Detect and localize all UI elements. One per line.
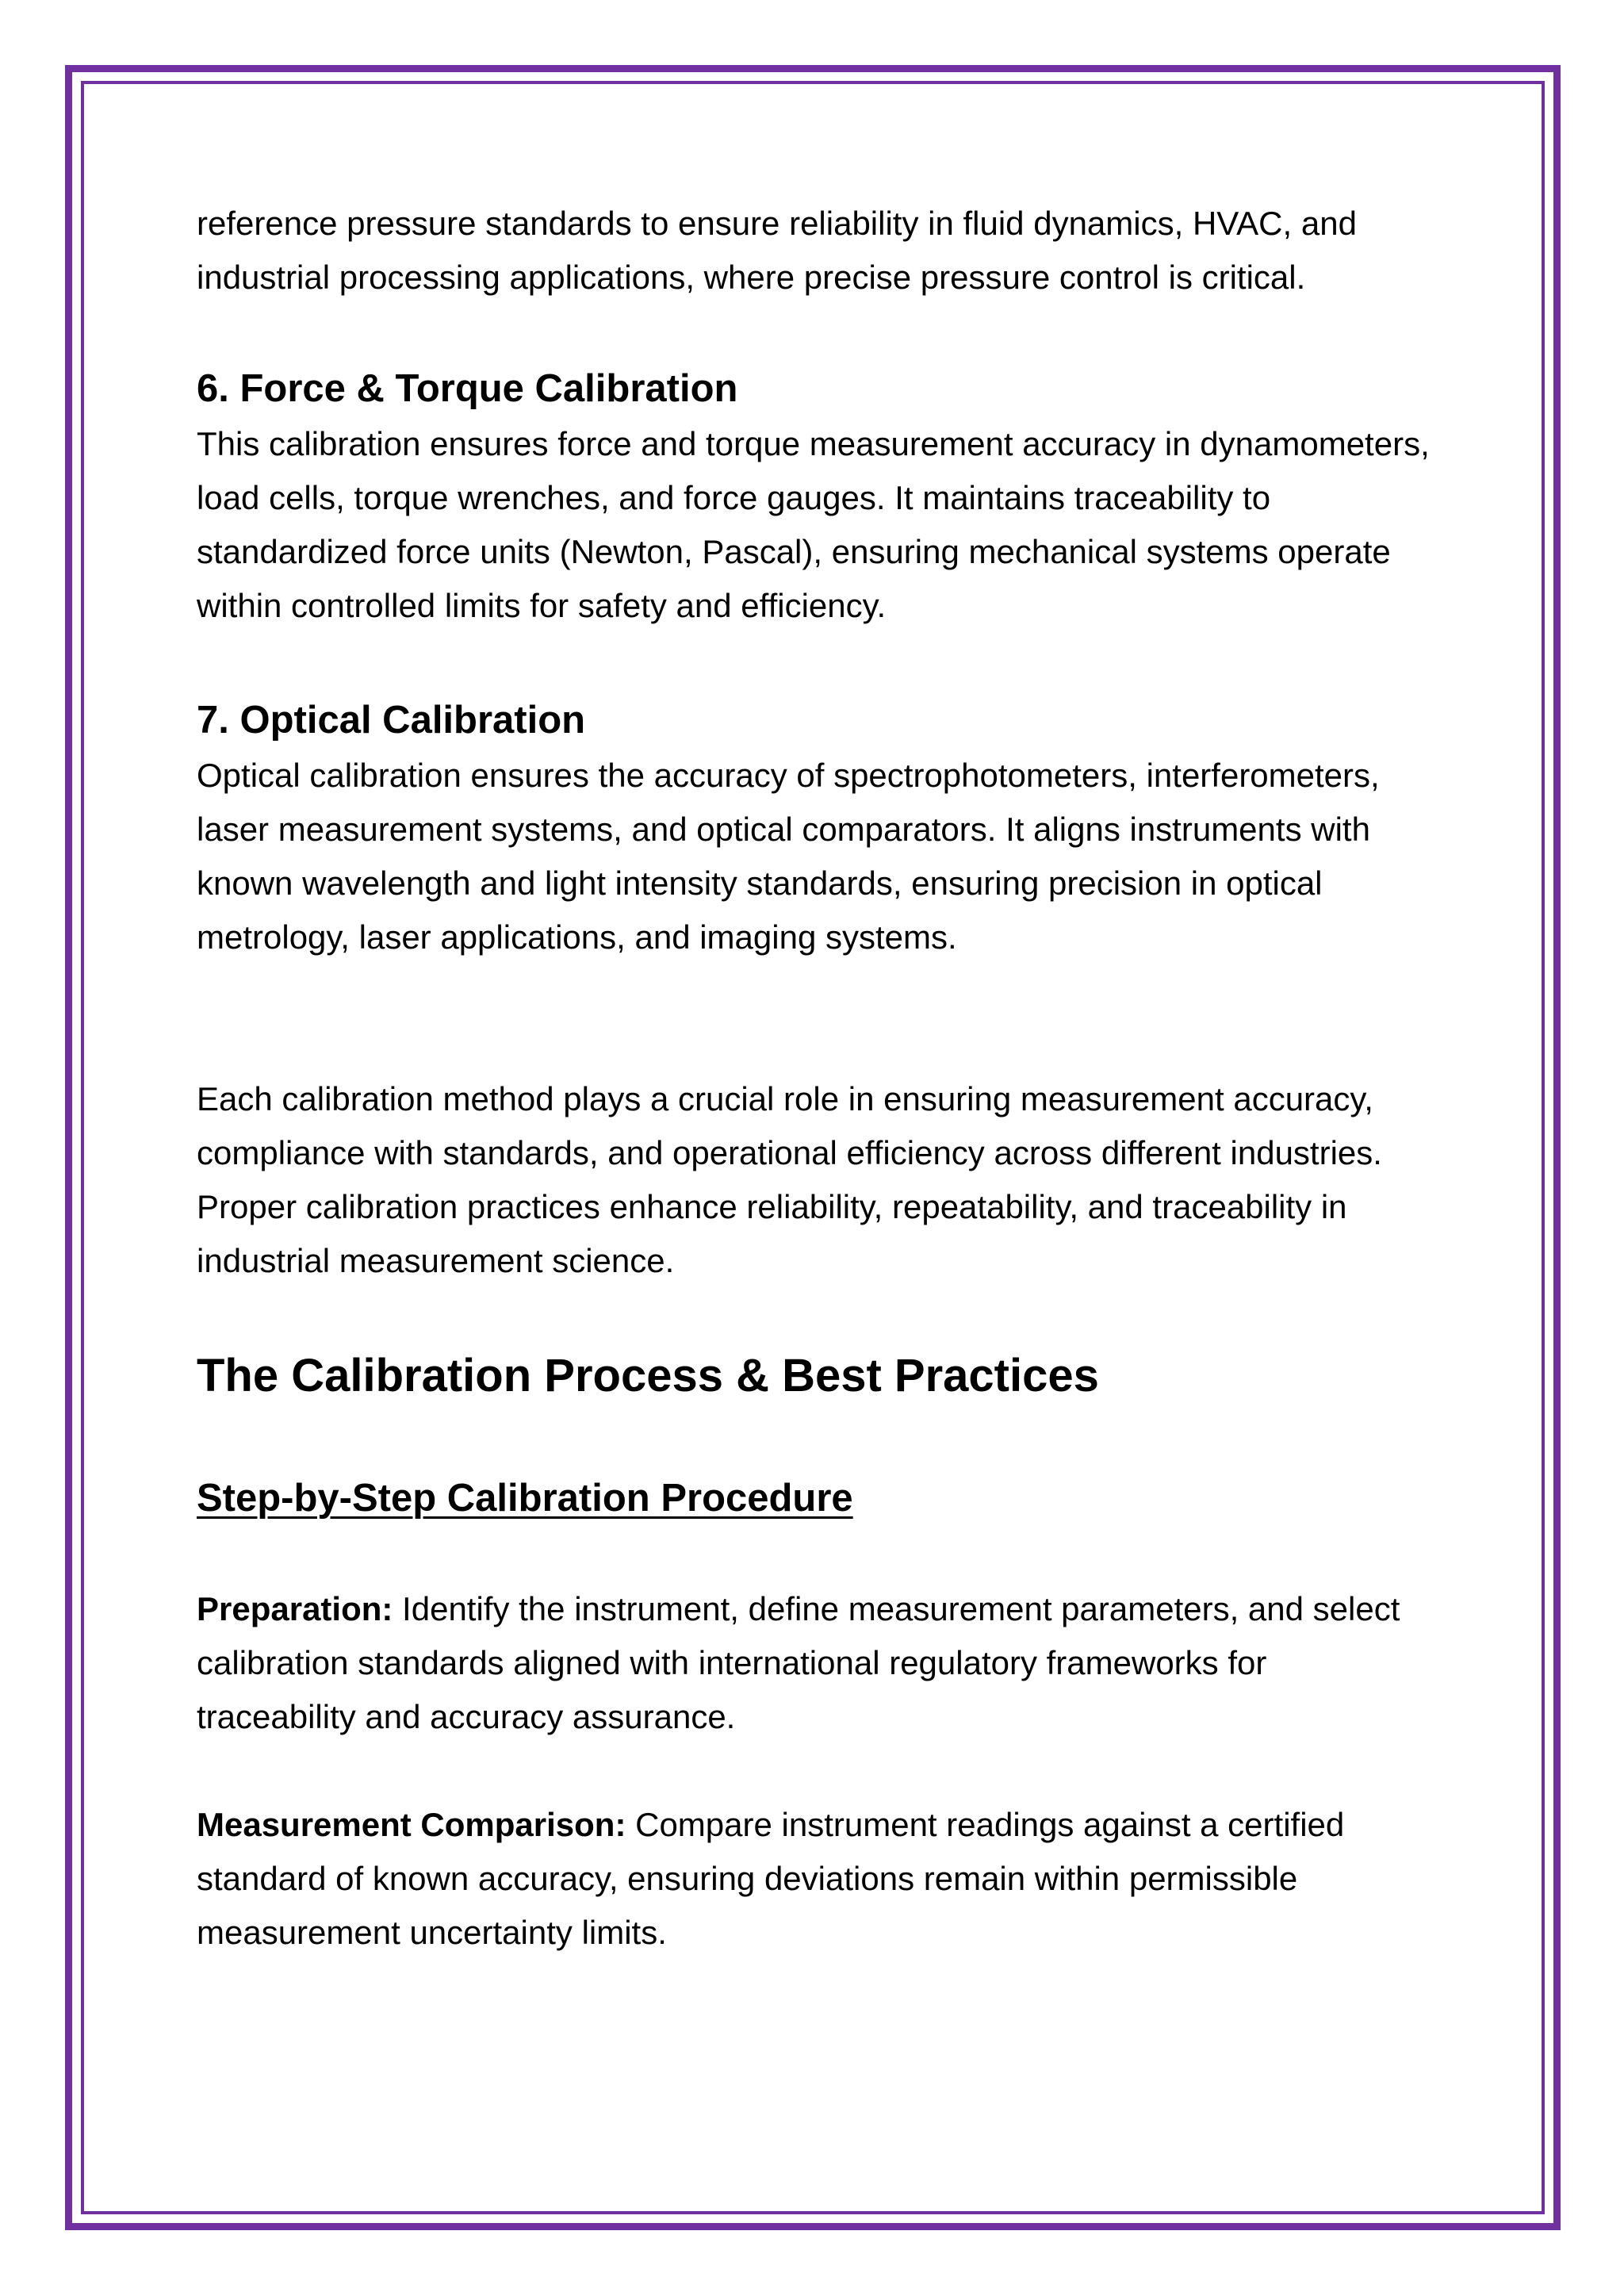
procedure-subheading: Step-by-Step Calibration Procedure [197,1477,853,1520]
force-torque-paragraph: This calibration ensures force and torque measurement accuracy in dynamometers, load cells, torque wrenches, and force gauges. It maintains traceability to standardized force units (Newton, Pascal), ensuring mechanical systems operate within controlled limits for safety and efficiency. [197,425,1430,624]
optical-calibration-paragraph: Optical calibration ensures the accuracy of spectrophotometers, interferometers, laser measurement systems, and optical comparators. It aligns instruments with known wavelength and light intensity standards, ensuring precision in optical metrology, laser applications, and imaging systems. [197,757,1380,956]
process-heading: The Calibration Process & Best Practices [197,1350,1099,1401]
step-measurement-comparison-label: Measurement Comparison: [197,1806,626,1843]
optical-calibration-heading: 7. Optical Calibration [197,699,586,742]
step-measurement-comparison [197,1798,1434,1960]
summary-paragraph: Each calibration method plays a crucial role in ensuring measurement accuracy, compliance with standards, and operational efficiency across different industries. Proper calibration practices enhance reliability, repeatability, and traceability in industrial measurement science. [197,1080,1382,1279]
step-preparation-text: Identify the instrument, define measurement parameters, and select calibration standards aligned with international regulatory frameworks for traceability and accuracy assurance. [197,1590,1400,1735]
intro-continuation-paragraph: reference pressure standards to ensure reliability in fluid dynamics, HVAC, and industrial processing applications, where precise pressure control is critical. [197,205,1357,296]
step-measurement-comparison-text: Compare instrument readings against a certified standard of known accuracy, ensuring deviations remain within permissible measurement uncertainty limits. [197,1806,1345,1951]
step-preparation-label: Preparation: [197,1590,393,1627]
force-torque-heading: 6. Force & Torque Calibration [197,367,738,410]
step-preparation [197,1582,1434,1744]
